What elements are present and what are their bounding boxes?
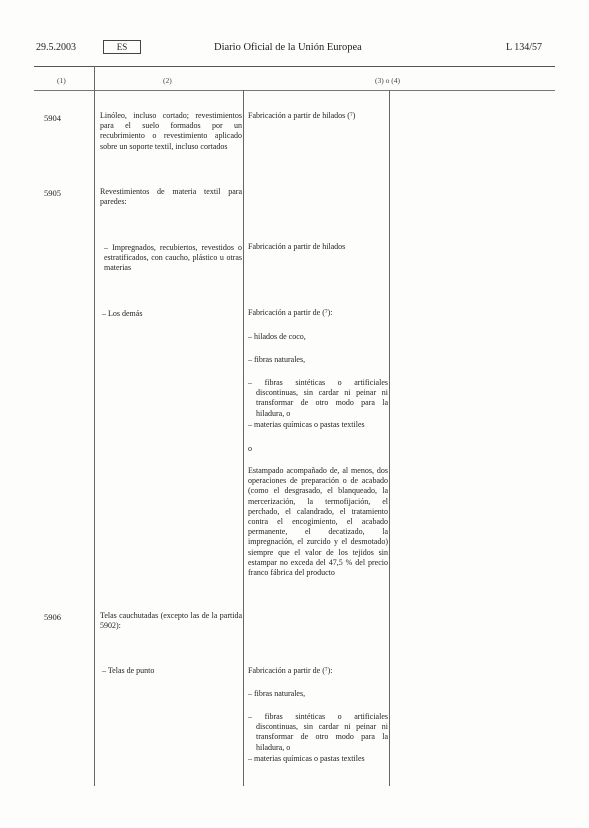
page-number: L 134/57 [506, 42, 543, 53]
description-5905-impregnados: – Impregnados, recubiertos, revestidos o estratificados, con caucho, plástico u otras materias [104, 243, 242, 273]
rule-5905-impregnados: Fabricación a partir de hilados [248, 242, 346, 251]
rule-5906-intro: Fabricación a partir de (⁷): [248, 666, 333, 675]
column-header-1: (1) [57, 76, 66, 85]
description-5906-telas-punto: – Telas de punto [102, 666, 155, 675]
rule-5905-estampado: Estampado acompañado de, al menos, dos operaciones de preparación o de acabado (como el desgrasado, el blanqueado, la mercerización, la termofijación, el perchado, el calandrado, el tratamiento contra el encogimiento, el acabado permanente, el decatizado, la impregnación, el zurcido y el desmotado) siempre que el valor de los tejidos sin estampar no exceda del 47,5 % del precio franco fábrica del producto [248, 466, 388, 578]
table-header-rule [34, 90, 555, 91]
column-header-3: (3) o (4) [375, 76, 400, 85]
table-top-rule [34, 66, 555, 67]
heading-code-5905: 5905 [44, 188, 61, 198]
rule-5906-materias-quimicas: – materias químicas o pastas textiles [248, 754, 365, 763]
language-badge: ES [103, 40, 141, 54]
column-divider-3 [389, 90, 390, 786]
description-5906: Telas cauchutadas (excepto las de la partida 5902): [100, 611, 242, 631]
rule-5904: Fabricación a partir de hilados (⁷) [248, 111, 356, 120]
column-divider-1 [94, 66, 95, 786]
rule-5905-fibras-naturales: – fibras naturales, [248, 355, 306, 364]
column-divider-2 [243, 90, 244, 786]
description-5905-los-demas: – Los demás [102, 309, 143, 318]
rule-5905-fibras-sinteticas: – fibras sintéticas o artificiales discontinuas, sin cardar ni peinar ni transformar de otro modo para la hiladura, o [248, 378, 388, 418]
header-date: 29.5.2003 [36, 42, 76, 53]
description-5904: Linóleo, incluso cortado; revestimientos para el suelo formados por un recubrimiento o revestimiento aplicado sobre un soporte textil, incluso cortados [100, 111, 242, 151]
column-header-2: (2) [163, 76, 172, 85]
description-5905: Revestimientos de materia textil para paredes: [100, 187, 242, 207]
rule-5906-fibras-sinteticas: – fibras sintéticas o artificiales discontinuas, sin cardar ni peinar ni transformar de otro modo para la hiladura, o [248, 712, 388, 752]
rule-5905-hilados-coco: – hilados de coco, [248, 332, 306, 341]
rule-5905-materias-quimicas: – materias químicas o pastas textiles [248, 420, 365, 429]
rule-5905-or: o [248, 444, 252, 453]
heading-code-5904: 5904 [44, 113, 61, 123]
journal-title: Diario Oficial de la Unión Europea [214, 42, 362, 53]
heading-code-5906: 5906 [44, 612, 61, 622]
rule-5906-fibras-naturales: – fibras naturales, [248, 689, 306, 698]
rule-5905-intro: Fabricación a partir de (⁷): [248, 308, 333, 317]
